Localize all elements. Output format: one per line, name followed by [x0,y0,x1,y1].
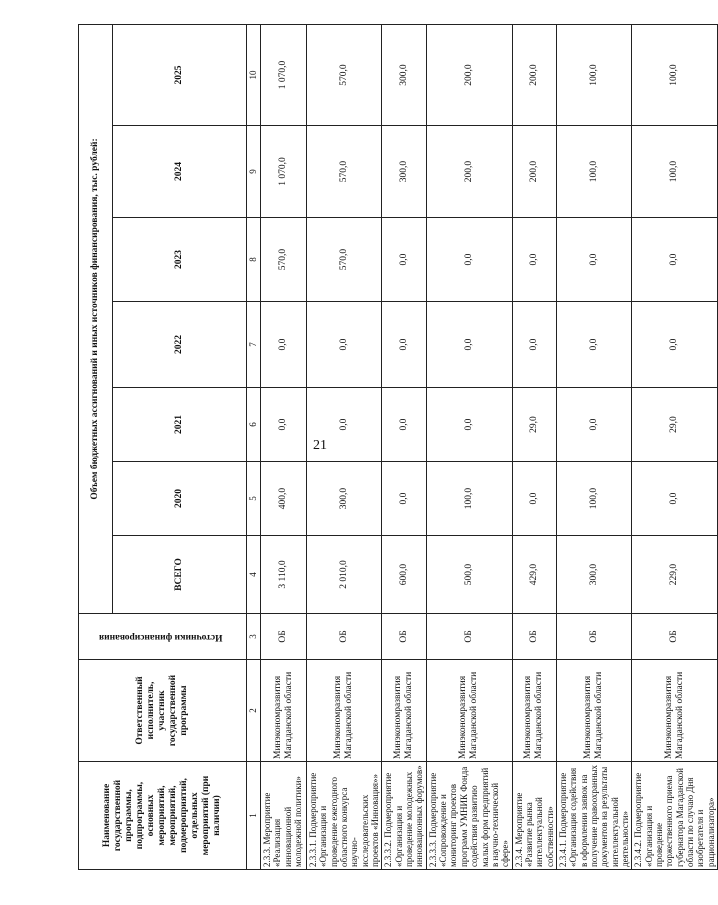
row-2020: 100,0 [426,462,512,536]
row-2021: 29,0 [632,388,718,462]
header-year-2025: 2025 [113,25,247,126]
row-executor: Минэкономразвития Магаданской области [426,660,512,762]
row-2025: 570,0 [307,25,382,126]
row-2022: 0,0 [632,302,718,388]
header-year-2024: 2024 [113,126,247,218]
header-executor: Ответственный исполнитель, участник государственной программы [79,660,247,762]
header-year-2020: 2020 [113,462,247,536]
row-2024: 200,0 [426,126,512,218]
row-2025: 100,0 [556,25,631,126]
index-cell: 8 [247,218,261,302]
row-source: ОБ [556,614,631,660]
row-name: 2.3.3. Мероприятие «Реализация инновационной молодежной политики» [261,762,307,870]
row-name: 2.3.3.1. Подмероприятие «Организация и проведение ежегодного областного конкурса научно- исследовательских проектов «Инновация»» [307,762,382,870]
row-2024: 570,0 [307,126,382,218]
page-number: 21 [313,438,327,453]
row-2022: 0,0 [556,302,631,388]
row-2025: 200,0 [426,25,512,126]
row-source: ОБ [307,614,382,660]
row-2020: 100,0 [556,462,631,536]
row-source: ОБ [512,614,556,660]
row-2023: 0,0 [556,218,631,302]
row-2024: 100,0 [632,126,718,218]
row-2024: 300,0 [382,126,426,218]
row-2021: 0,0 [556,388,631,462]
row-2020: 300,0 [307,462,382,536]
row-total: 500,0 [426,536,512,614]
row-total: 600,0 [382,536,426,614]
index-cell: 9 [247,126,261,218]
table-row [307,25,382,870]
row-2020: 0,0 [512,462,556,536]
index-cell: 2 [247,660,261,762]
index-cell: 4 [247,536,261,614]
index-cell: 10 [247,25,261,126]
row-total: 3 110,0 [261,536,307,614]
row-2025: 200,0 [512,25,556,126]
table-row [632,25,718,870]
row-2023: 570,0 [261,218,307,302]
row-source: ОБ [426,614,512,660]
row-2025: 300,0 [382,25,426,126]
index-cell: 5 [247,462,261,536]
row-name: 2.3.3.2. Подмероприятие «Организация и проведение молодежных инновационных форумов» [382,762,426,870]
header-total: ВСЕГО [113,536,247,614]
row-total: 300,0 [556,536,631,614]
funding-table [78,24,718,870]
header-year-2021: 2021 [113,388,247,462]
row-executor: Минэкономразвития Магаданской области [307,660,382,762]
row-executor: Минэкономразвития Магаданской области [556,660,631,762]
row-2021: 29,0 [512,388,556,462]
row-total: 429,0 [512,536,556,614]
row-2024: 200,0 [512,126,556,218]
row-source: ОБ [261,614,307,660]
row-2024: 1 070,0 [261,126,307,218]
row-executor: Минэкономразвития Магаданской области [261,660,307,762]
row-2022: 0,0 [426,302,512,388]
row-name: 2.3.3.3. Подмероприятие «Сопровождение и мониторинг проектов программ УМНИК Фонда содействия развитию малых форм предприятий в научно-технической сфере» [426,762,512,870]
column-index-row [247,25,261,870]
table-row [426,25,512,870]
row-executor: Минэкономразвития Магаданской области [512,660,556,762]
header-funding-group: Объем бюджетных ассигнований и иных источников финансирования, тыс. рублей: [79,25,113,614]
index-cell: 1 [247,762,261,870]
row-source: ОБ [632,614,718,660]
row-2025: 1 070,0 [261,25,307,126]
table-row [556,25,631,870]
row-2020: 0,0 [632,462,718,536]
header-year-2023: 2023 [113,218,247,302]
header-source [79,614,247,660]
row-2022: 0,0 [512,302,556,388]
row-2025: 100,0 [632,25,718,126]
row-name: 2.3.4.1. Подмероприятие «Организация содействия в оформлении заявок на получение правоохранных документов на результаты интеллектуальной деятельности» [556,762,631,870]
row-name: 2.3.4. Мероприятие «Развитие рынка интеллектуальной собственности» [512,762,556,870]
row-2022: 0,0 [261,302,307,388]
rotated-table-container [78,25,716,870]
row-total: 229,0 [632,536,718,614]
row-2022: 0,0 [382,302,426,388]
table-row [512,25,556,870]
row-source: ОБ [382,614,426,660]
row-executor: Минэкономразвития Магаданской области [632,660,718,762]
row-2023: 0,0 [632,218,718,302]
table-row [382,25,426,870]
row-2021: 0,0 [261,388,307,462]
header-source-label: Источники финансирования [98,631,223,642]
table-row [261,25,307,870]
row-2023: 570,0 [307,218,382,302]
index-cell: 3 [247,614,261,660]
row-2024: 100,0 [556,126,631,218]
row-2023: 0,0 [382,218,426,302]
row-2023: 0,0 [426,218,512,302]
header-name: Наименование государственной программы, подпрограммы, основных мероприятий, мероприятий, подмероприятий, отдельных мероприятий (при наличии) [79,762,247,870]
header-year-2022: 2022 [113,302,247,388]
row-2021: 0,0 [382,388,426,462]
row-2023: 0,0 [512,218,556,302]
row-2021: 0,0 [307,388,382,462]
row-total: 2 010,0 [307,536,382,614]
row-2020: 400,0 [261,462,307,536]
row-2022: 0,0 [307,302,382,388]
row-2021: 0,0 [426,388,512,462]
row-executor: Минэкономразвития Магаданской области [382,660,426,762]
row-name: 2.3.4.2. Подмероприятие «Организация и проведение торжественного приема губернатора Магаданской области по случаю Дня изобретателя и рационализатора» [632,762,718,870]
index-cell: 7 [247,302,261,388]
row-2020: 0,0 [382,462,426,536]
index-cell: 6 [247,388,261,462]
